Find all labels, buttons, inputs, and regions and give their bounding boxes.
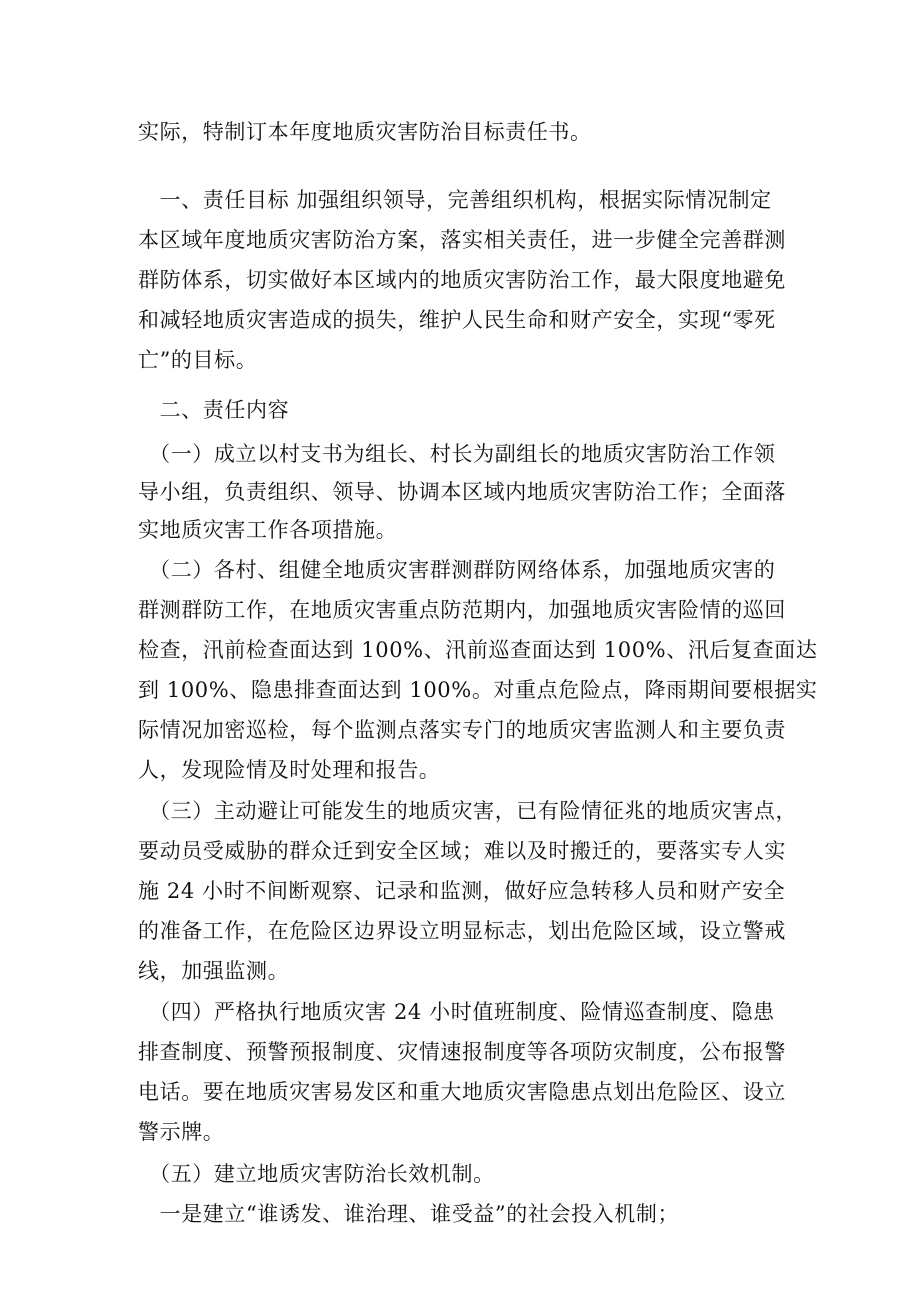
text-line: （四）严格执行地质灾害 24 小时值班制度、险情巡查制度、隐患 — [138, 1000, 775, 1024]
text-line: （三）主动避让可能发生的地质灾害，已有险情征兆的地质灾害点， — [138, 799, 798, 823]
text-line: 实际，特制订本年度地质灾害防治目标责任书。 — [138, 120, 592, 144]
text-line: 检查，汛前检查面达到 100%、汛前巡查面达到 100%、汛后复查面达 — [138, 638, 818, 662]
text-line: 电话。要在地质灾害易发区和重大地质灾害隐患点划出危险区、设立 — [138, 1080, 786, 1104]
text-line: 群防体系，切实做好本区域内的地质灾害防治工作，最大限度地避免 — [138, 268, 786, 292]
text-line: 排查制度、预警预报制度、灾情速报制度等各项防灾制度，公布报警 — [138, 1040, 786, 1064]
text-line: 施 24 小时不间断观察、记录和监测，做好应急转移人员和财产安全 — [138, 879, 786, 903]
text-line: 群测群防工作，在地质灾害重点防范期内，加强地质灾害险情的巡回 — [138, 598, 786, 622]
text-line: 二、责任内容 — [138, 398, 290, 422]
text-line: 导小组，负责组织、领导、协调本区域内地质灾害防治工作；全面落 — [138, 480, 786, 504]
text-line: 的准备工作，在危险区边界设立明显标志，划出危险区域，设立警戒 — [138, 919, 786, 943]
text-line: 际情况加密巡检，每个监测点落实专门的地质灾害监测人和主要负责 — [138, 718, 786, 742]
text-line: 本区域年度地质灾害防治方案，落实相关责任，进一步健全完善群测 — [138, 228, 786, 252]
text-line: （二）各村、组健全地质灾害群测群防网络体系，加强地质灾害的 — [138, 558, 776, 582]
text-line: 实地质灾害工作各项措施。 — [138, 518, 398, 542]
text-line: 一是建立“谁诱发、谁治理、谁受益”的社会投入机制； — [138, 1202, 680, 1226]
text-line: 亡”的目标。 — [138, 348, 258, 372]
text-line: 要动员受威胁的群众迁到安全区域；难以及时搬迁的，要落实专人实 — [138, 839, 786, 863]
text-line: 到 100%、隐患排查面达到 100%。对重点危险点，降雨期间要根据实 — [138, 678, 818, 702]
text-line: 线，加强监测。 — [138, 959, 290, 983]
text-line: （一）成立以村支书为组长、村长为副组长的地质灾害防治工作领 — [138, 442, 776, 466]
text-line: 和减轻地质灾害造成的损失，维护人民生命和财产安全，实现“零死 — [138, 308, 776, 332]
text-line: 警示牌。 — [138, 1120, 225, 1144]
text-line: （五）建立地质灾害防治长效机制。 — [138, 1162, 495, 1186]
text-line: 人，发现险情及时处理和报告。 — [138, 758, 441, 782]
text-line: 一、责任目标 加强组织领导，完善组织机构，根据实际情况制定 — [138, 188, 772, 212]
